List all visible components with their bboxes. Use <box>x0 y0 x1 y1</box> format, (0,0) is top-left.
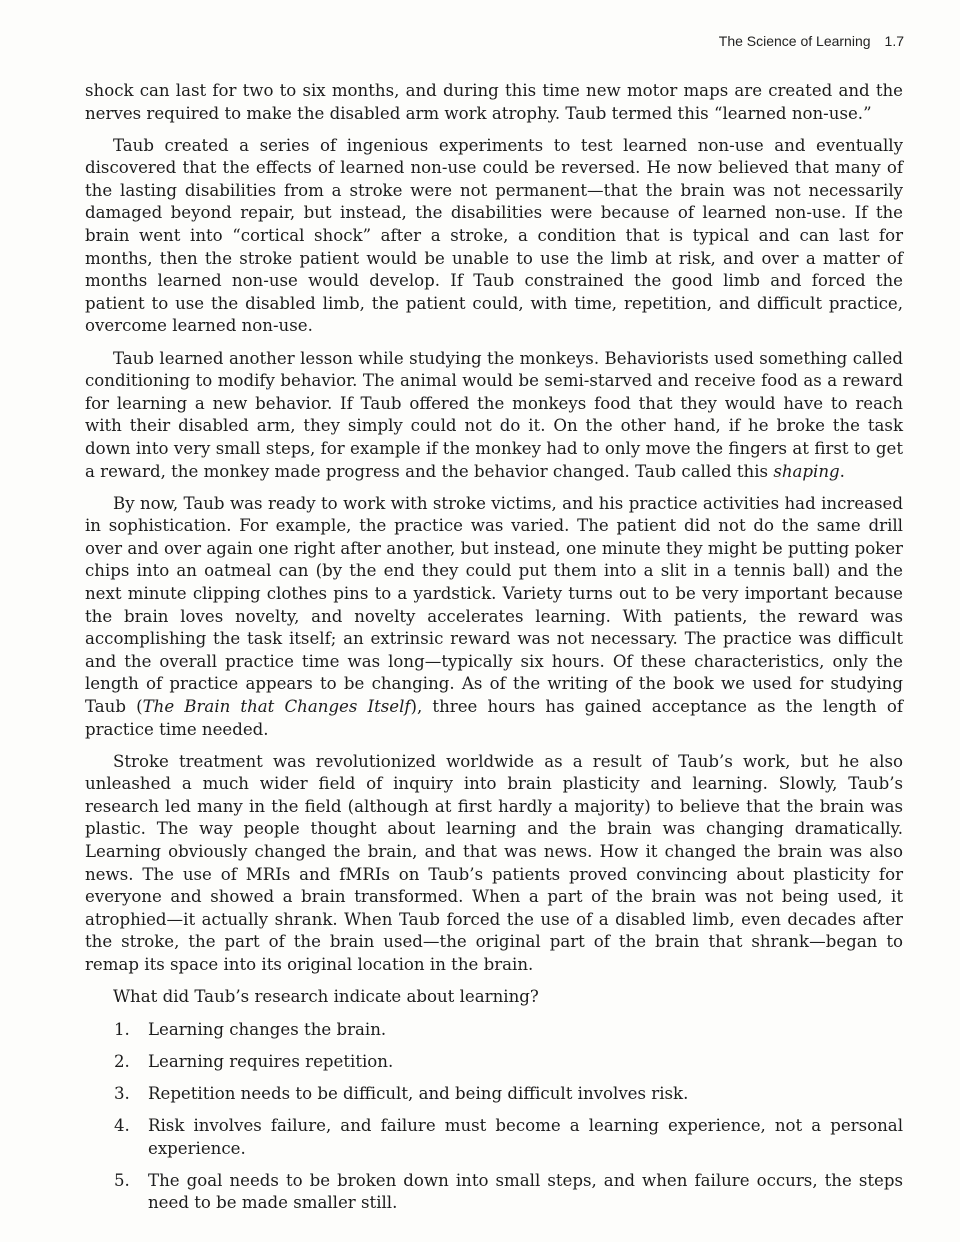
list-item-text: Repetition needs to be difficult, and being difficult involves risk. <box>148 1083 689 1103</box>
list-item <box>114 1115 903 1160</box>
running-head <box>719 33 904 49</box>
list-item <box>114 1051 903 1074</box>
paragraph-text: ), three hours has gained acceptance as the length of practice time needed. <box>85 696 903 739</box>
running-head-title: The Science of Learning <box>718 33 871 49</box>
paragraph-learned-non-use: Taub created a series of ingenious experiments to test learned non-use and eventually discovered that the effects of learned non-use could be reversed. He now believed that many of the lasting disabilities from a stroke were not permanent—that the brain was not necessarily damaged beyond repair, but instead, the disabilities were because of learned non-use. If the brain went into “cortical shock” after a stroke, a condition that is typical and can last for months, then the stroke patient would be unable to use the limb at risk, and over a matter of months learned non-use would develop. If Taub constrained the good limb and forced the patient to use the disabled limb, the patient could, with time, repetition, and difficult practice, overcome learned non-use. <box>85 135 903 336</box>
paragraph-text: By now, Taub was ready to work with stroke victims, and his practice activities had increased in sophistication. For example, the practice was varied. The patient did not do the same drill over and over again one right after another, but instead, one minute they might be putting poker chips into an oatmeal can (by the end they could put them into a slit in a tennis ball) and the next minute clipping clothes pins to a yardstick. Variety turns out to be very important because the brain loves novelty, and novelty accelerates learning. With patients, the reward was accomplishing the task itself; an extrinsic reward was not necessary. The practice was difficult and the overall practice time was long—typically six hours. Of these characteristics, only the length of practice appears to be changing. As of the writing of the book we used for studying Taub ( <box>85 493 903 716</box>
paragraph-text: Taub learned another lesson while studying the monkeys. Behaviorists used something called conditioning to modify behavior. The animal would be semi-starved and receive food as a reward for learning a new behavior. If Taub offered the monkeys food that they would have to reach with their disabled arm, they simply could not do it. On the other hand, if he broke the task down into very small steps, for example if the monkey had to only move the fingers at first to get a reward, the monkey made progress and the behavior changed. Taub called this <box>85 348 903 481</box>
question-text: What did Taub’s research indicate about learning? <box>113 987 539 1007</box>
paragraph-shaping <box>85 348 903 484</box>
list-item-text: Learning requires repetition. <box>148 1051 394 1071</box>
list-number: 2. <box>114 1051 130 1071</box>
emphasis-term: shaping <box>773 461 840 481</box>
list-number: 5. <box>114 1170 130 1190</box>
list-number: 3. <box>114 1083 130 1103</box>
findings-list <box>85 1019 903 1215</box>
paragraph-plasticity: Stroke treatment was revolutionized worldwide as a result of Taub’s work, but he also unleashed a much wider field of inquiry into brain plasticity and learning. Slowly, Taub’s research led many in the field (although at first hardly a majority) to believe that the brain was plastic. The way people thought about learning and the brain was changing dramatically. Learning obviously changed the brain, and that was news. How it changed the brain was also news. The use of MRIs and fMRIs on Taub’s patients proved convincing about plasticity for everyone and showed a brain transformed. When a part of the brain was not being used, it atrophied—it actually shrank. When Taub forced the use of a disabled limb, even decades after the stroke, the part of the brain used—the original part of the brain that shrank—began to remap its space into its original location in the brain. <box>85 751 903 974</box>
list-item <box>114 1019 903 1042</box>
list-item-text: Risk involves failure, and failure must become a learning experience, not a personal experience. <box>148 1115 903 1158</box>
page-number: 1.7 <box>884 33 904 49</box>
paragraph-continued: shock can last for two to six months, and during this time new motor maps are created and the nerves required to make the disabled arm work atrophy. Taub termed this “learned non-use.” <box>85 81 903 123</box>
list-number: 1. <box>114 1019 130 1039</box>
book-title: The Brain that Changes Itself <box>142 696 411 716</box>
body-text <box>85 80 903 1224</box>
list-number: 4. <box>114 1115 130 1135</box>
list-item <box>114 1083 903 1106</box>
list-item-text: Learning changes the brain. <box>148 1019 387 1039</box>
paragraph-practice <box>85 493 903 742</box>
list-item <box>114 1170 903 1215</box>
list-item-text: The goal needs to be broken down into small steps, and when failure occurs, the steps need to be made smaller still. <box>148 1170 903 1213</box>
paragraph-text: . <box>839 461 845 481</box>
